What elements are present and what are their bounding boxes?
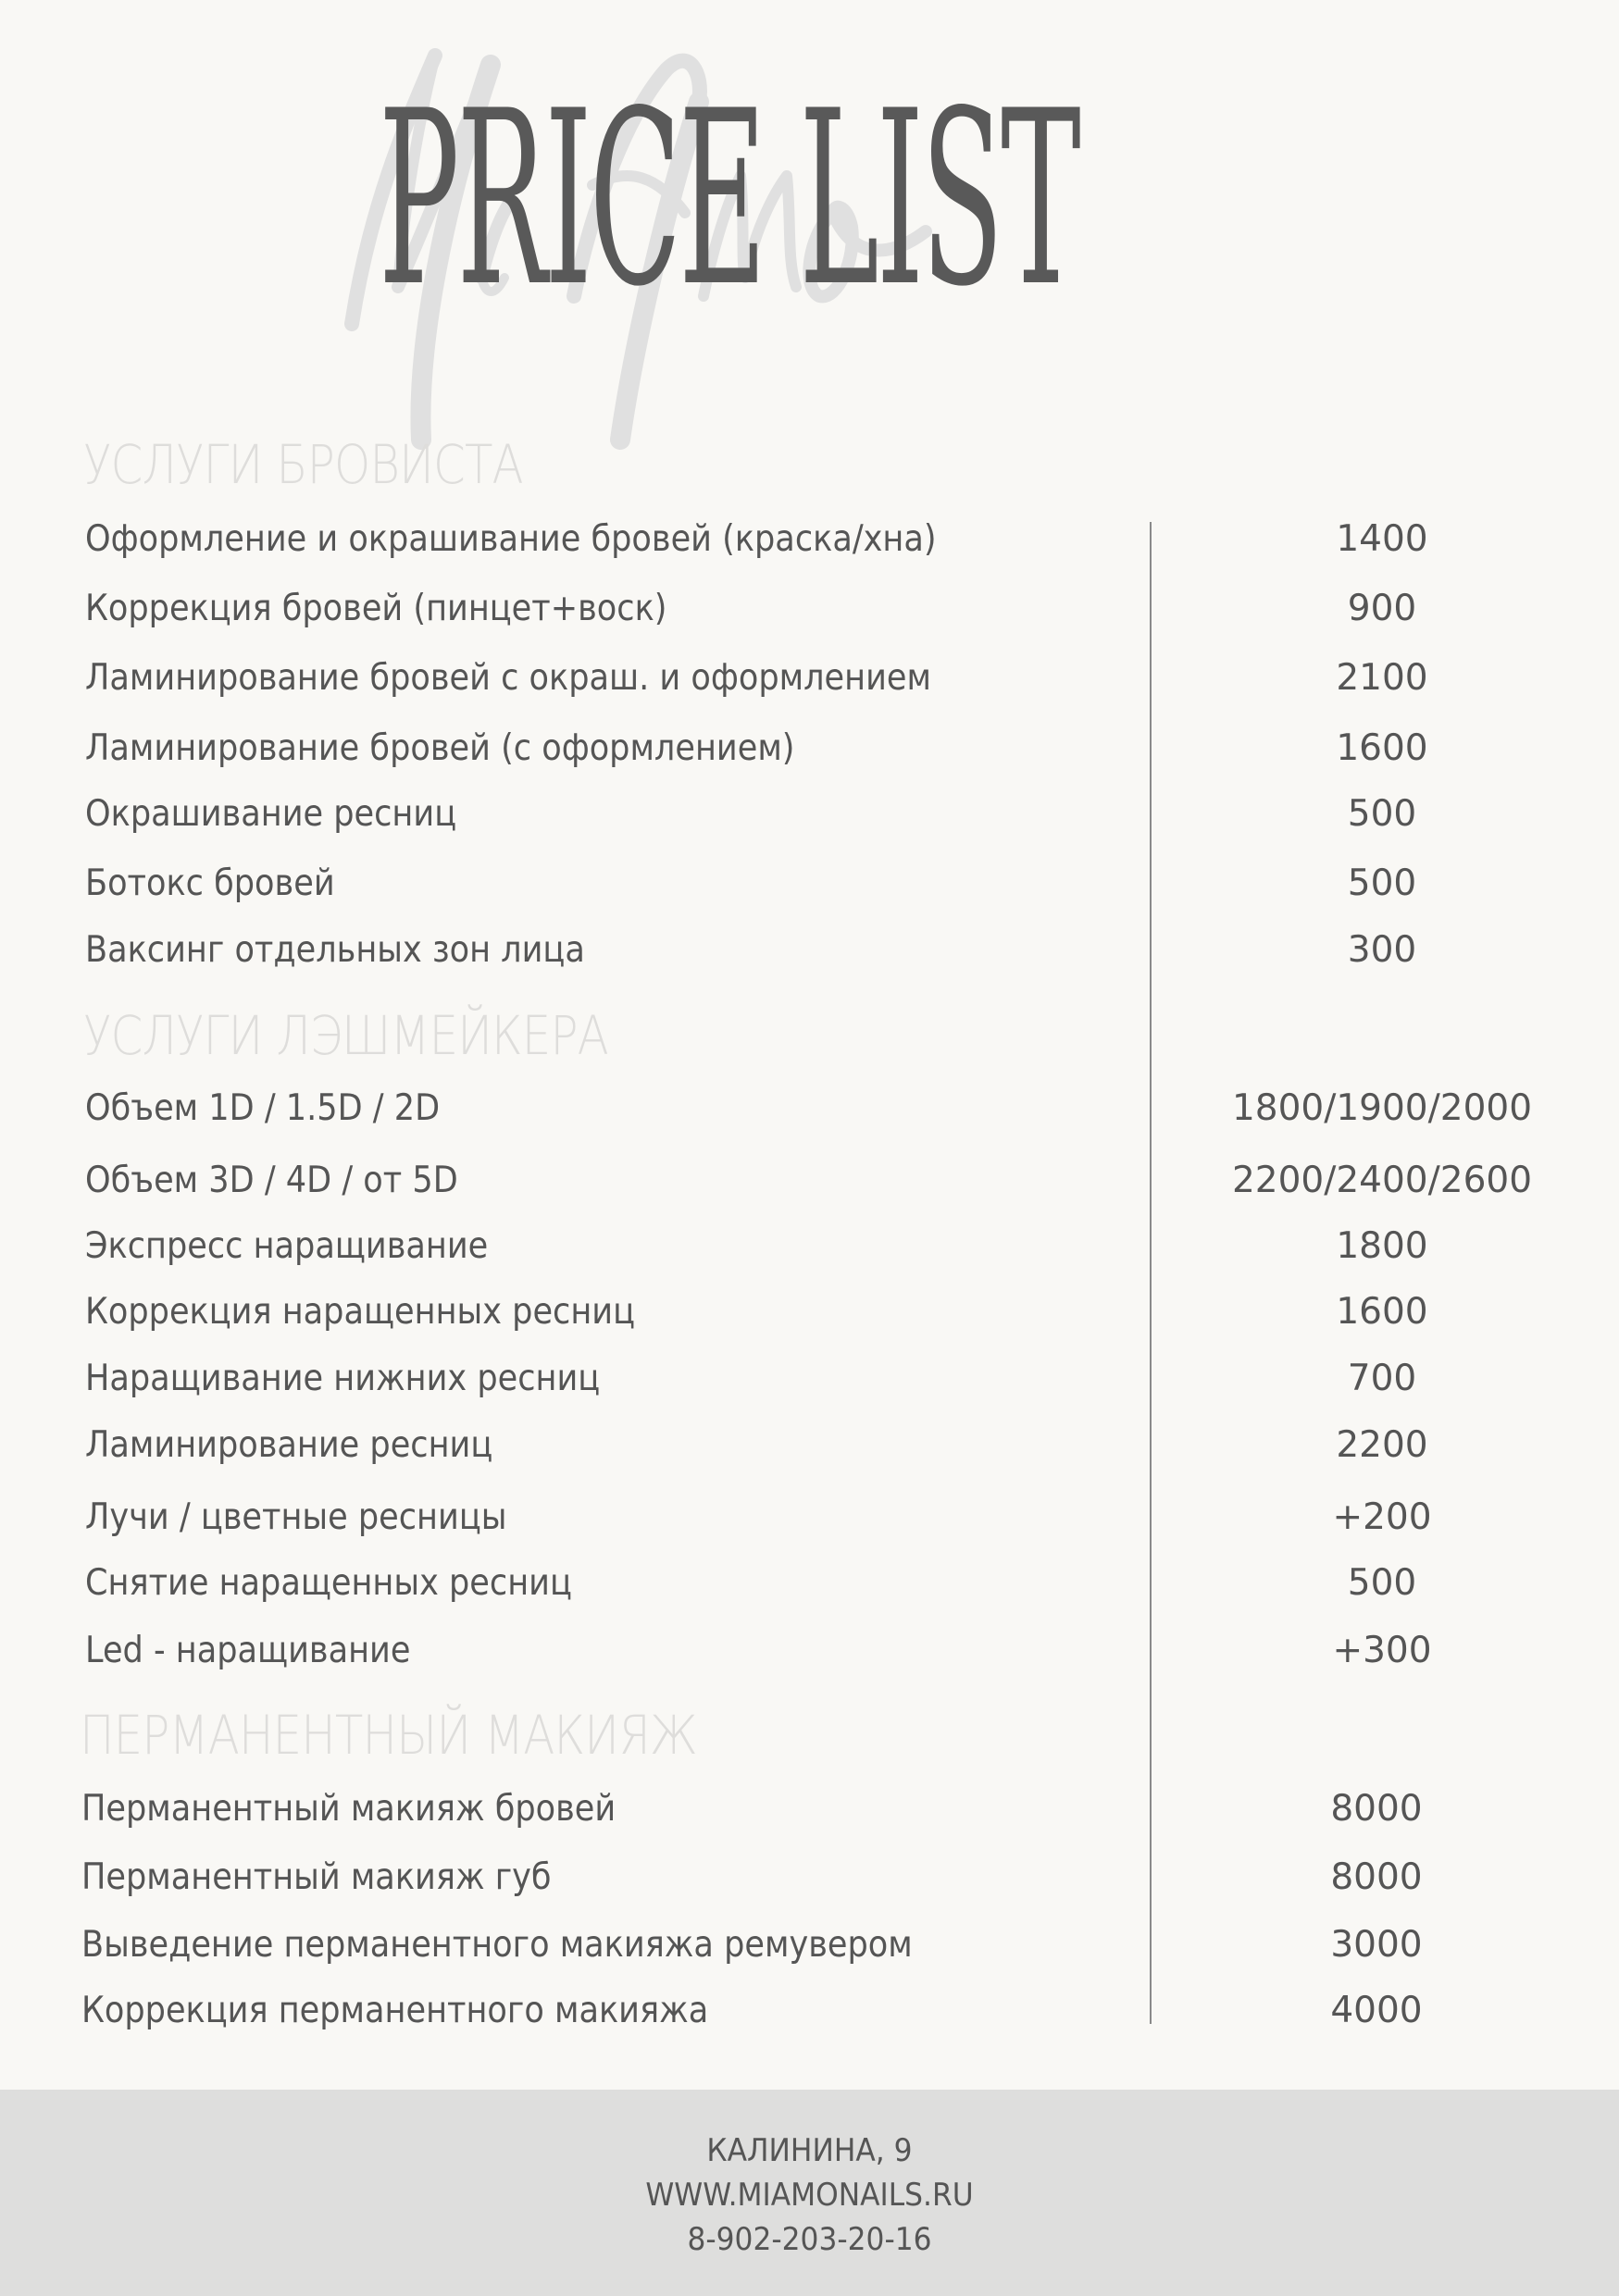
price-row [0,1158,1619,1204]
service-name: Коррекция перманентного макияжа [81,1990,709,2031]
service-name: Перманентный макияж бровей [81,1788,616,1830]
service-name: Лучи / цветные ресницы [85,1496,507,1538]
service-name: Наращивание нижних ресниц [85,1358,601,1399]
price-row [0,1786,1619,1832]
service-price: 4000 [1330,1990,1423,2031]
service-name: Экспресс наращивание [85,1225,489,1267]
service-price: 1800 [1336,1225,1428,1267]
section-header-lash: УСЛУГИ ЛЭШМЕЙКЕРА [83,1004,608,1067]
price-row [0,927,1619,974]
price-row [0,1560,1619,1607]
footer-phone[interactable]: 8-902-203-20-16 [687,2221,932,2258]
price-row [0,1495,1619,1541]
service-price: 8000 [1330,1788,1423,1830]
service-price: 700 [1347,1358,1417,1399]
page-title [379,60,1240,340]
price-row [0,586,1619,632]
service-name: Ламинирование бровей с окраш. и оформлением [85,657,931,699]
service-name: Коррекция бровей (пинцет+воск) [85,588,667,629]
service-name: Объем 1D / 1.5D / 2D [85,1087,441,1129]
service-price: 1600 [1336,727,1428,769]
service-price: +200 [1332,1496,1432,1538]
price-row [0,1422,1619,1469]
service-price: 900 [1347,588,1417,629]
service-name: Ламинирование ресниц [85,1424,493,1466]
footer-address: КАЛИНИНА, 9 [706,2132,913,2169]
service-name: Снятие наращенных ресниц [85,1562,572,1604]
service-price: 3000 [1330,1924,1423,1966]
service-name: Окрашивание ресниц [85,793,457,835]
price-row [0,1922,1619,1968]
price-row [0,1223,1619,1270]
service-price: 300 [1347,929,1417,971]
price-row [0,1628,1619,1674]
service-name: Ваксинг отдельных зон лица [85,929,585,971]
price-row [0,726,1619,772]
price-row [0,516,1619,563]
service-name: Выведение перманентного макияжа ремувером [81,1924,913,1966]
price-row [0,1988,1619,2034]
service-price: 500 [1347,793,1417,835]
service-price: 1600 [1336,1291,1428,1333]
price-row [0,791,1619,838]
service-price: 2200/2400/2600 [1231,1160,1533,1201]
service-name: Оформление и окрашивание бровей (краска/хна) [85,518,937,560]
service-name: Ламинирование бровей (с оформлением) [85,727,795,769]
price-row [0,861,1619,907]
service-name: Перманентный макияж губ [81,1856,552,1898]
service-price: 1800/1900/2000 [1231,1087,1533,1129]
service-price: 500 [1347,1562,1417,1604]
service-price: 2100 [1336,657,1428,699]
section-header-permanent: ПЕРМАНЕНТНЫЙ МАКИЯЖ [80,1704,697,1767]
footer-website-link[interactable]: WWW.MIAMONAILS.RU [645,2177,974,2214]
price-row [0,1855,1619,1901]
footer-contacts [0,2090,1619,2296]
price-row [0,655,1619,701]
service-name: Led - наращивание [85,1630,411,1671]
service-name: Коррекция наращенных ресниц [85,1291,635,1333]
service-name: Ботокс бровей [85,863,335,904]
service-price: 1400 [1336,518,1428,560]
service-price: +300 [1332,1630,1432,1671]
price-row [0,1356,1619,1402]
service-price: 500 [1347,863,1417,904]
price-row [0,1086,1619,1132]
service-price: 2200 [1336,1424,1428,1466]
section-header-brow: УСЛУГИ БРОВИСТА [83,433,523,496]
service-name: Объем 3D / 4D / от 5D [85,1160,458,1201]
service-price: 8000 [1330,1856,1423,1898]
page-title-text: PRICE LIST [379,60,1078,340]
price-row [0,1289,1619,1335]
